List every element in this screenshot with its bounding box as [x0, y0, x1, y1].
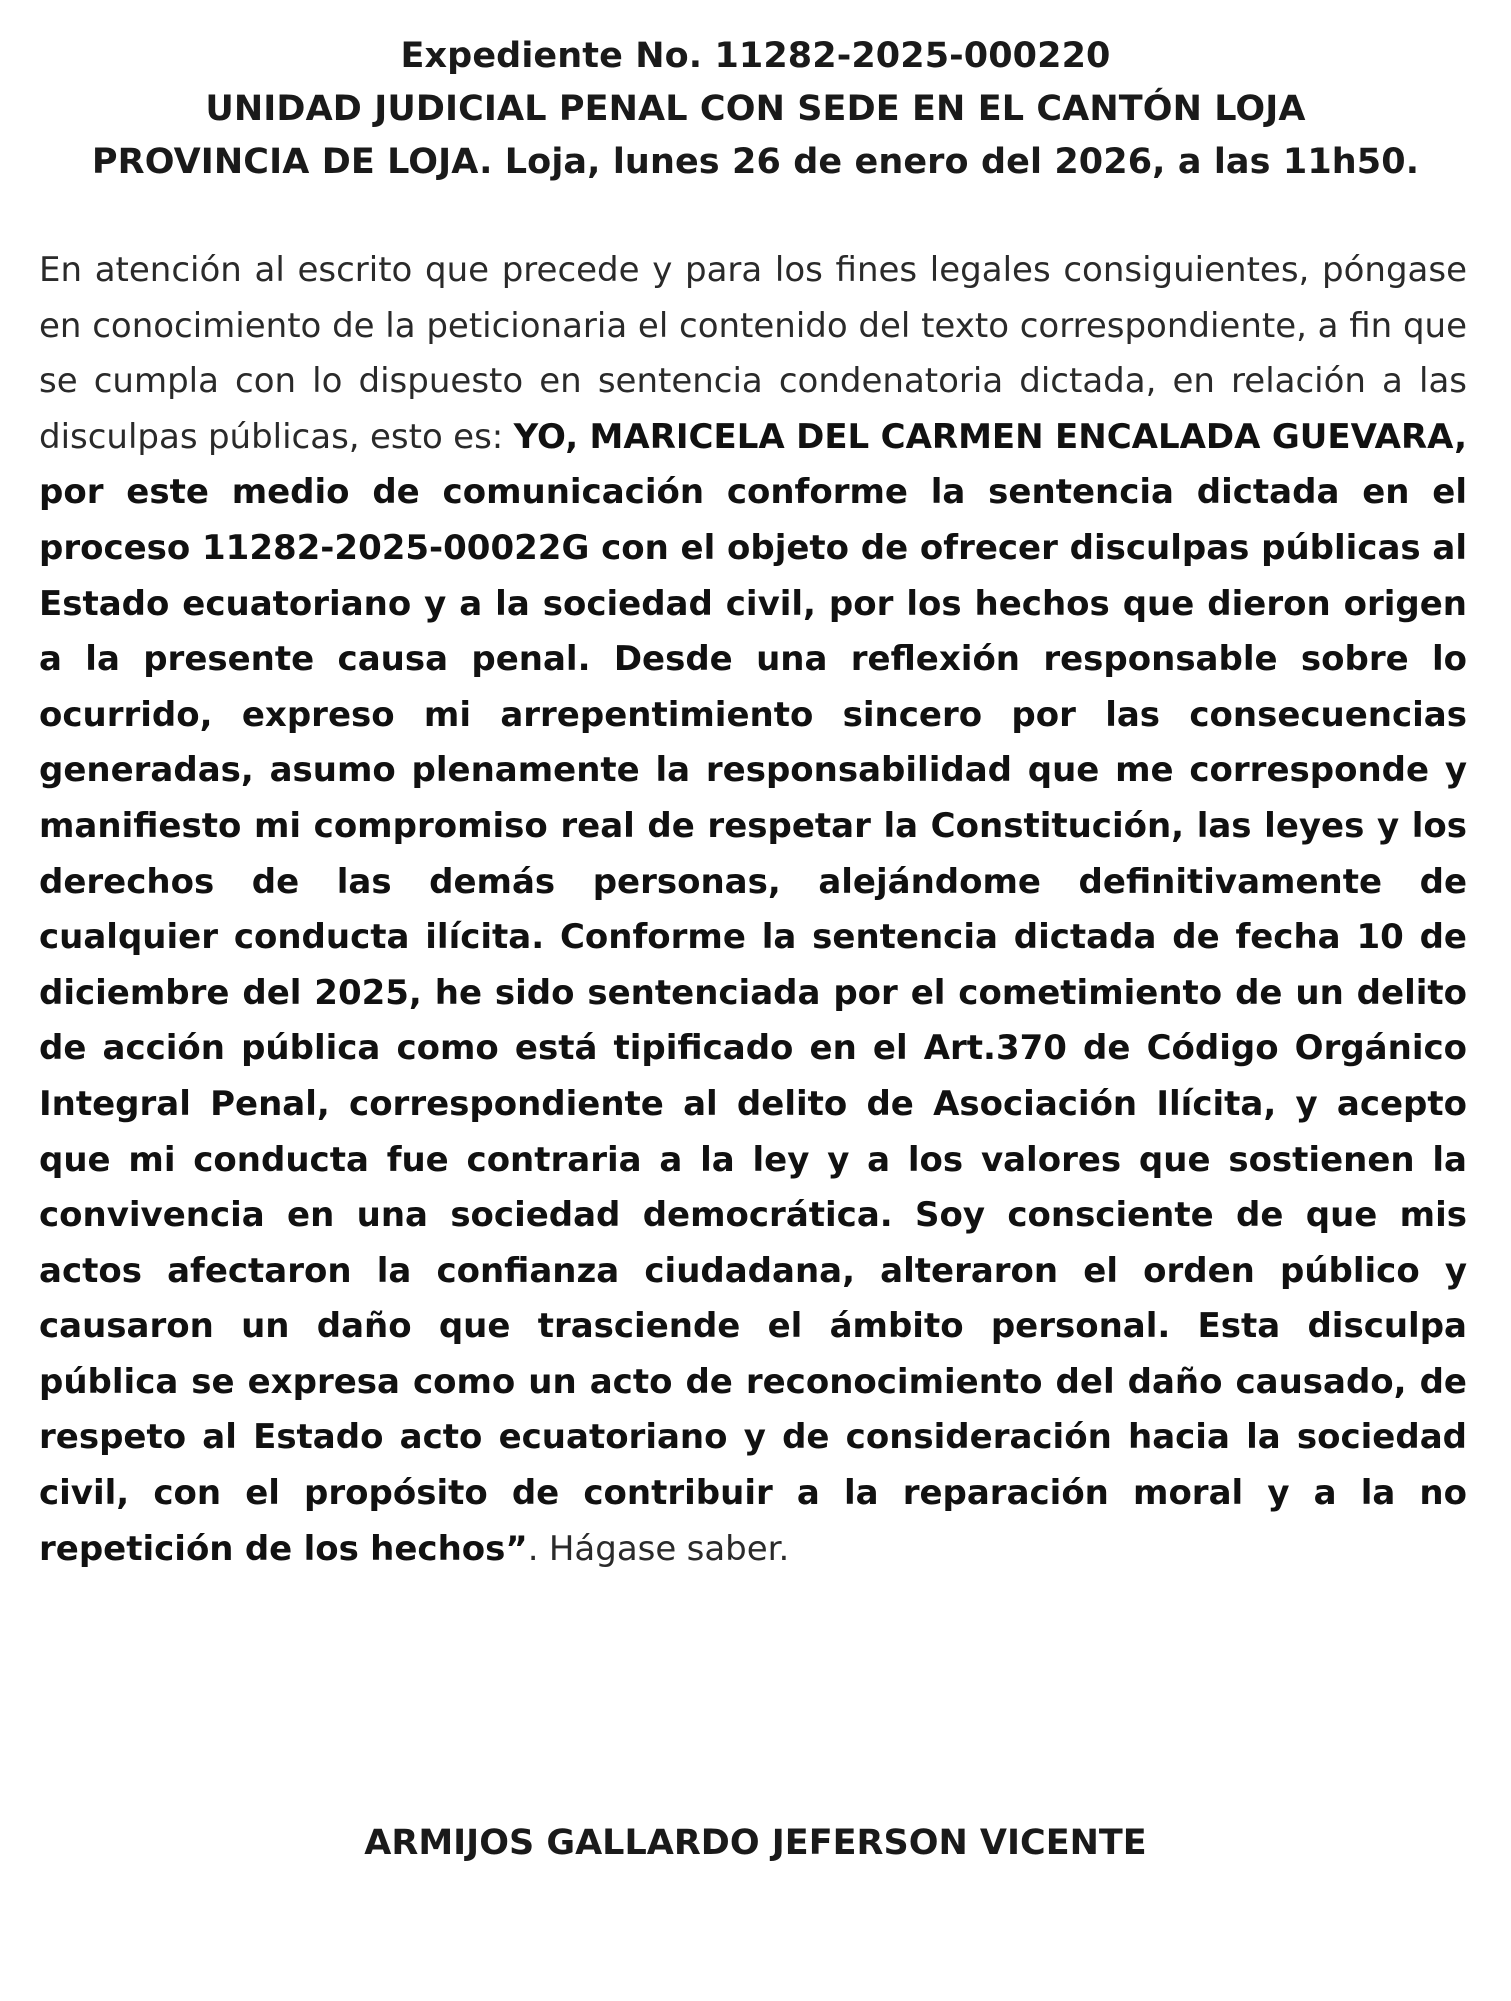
signature-name: ARMIJOS GALLARDO JEFERSON VICENTE	[364, 1823, 1147, 1863]
notice-header	[30, 30, 1481, 189]
case-number: Expediente No. 11282-2025-000220	[400, 36, 1111, 76]
province-date-line: PROVINCIA DE LOJA. Loja, lunes 26 de enero del 2026, a las 11h50.	[91, 142, 1420, 182]
closing-text: . Hágase saber.	[527, 1528, 790, 1569]
public-apology-text: YO, MARICELA DEL CARMEN ENCALADA GUEVARA, por este medio de comunicación conforme la sentencia dictada en el proceso 11282-2025-00022G con el objeto de ofrecer disculpas públicas al Estado ecuatoriano y a la sociedad civil, por los hechos que dieron origen a la presente causa penal. Desde una reflexión responsable sobre lo ocurrido, expreso mi arrepentimiento sincero por las consecuencias generadas, asumo plenamente la responsabilidad que me corresponde y manifiesto mi compromiso real de respetar la Constitución, las leyes y los derechos de las demás personas, alejándome definitivamente de cualquier conducta ilícita. Conforme la sentencia dictada de fecha 10 de diciembre del 2025, he sido sentenciada por el cometimiento de un delito de acción pública como está tipificado en el Art.370 de Código Orgánico Integral Penal, correspondiente al delito de Asociación Ilícita, y acepto que mi conducta fue contraria a la ley y a los valores que sostienen la convivencia en una sociedad democrática. Soy consciente de que mis actos afectaron la confianza ciudadana, alteraron el orden público y causaron un daño que trasciende el ámbito personal. Esta disculpa pública se expresa como un acto de reconocimiento del daño causado, de respeto al Estado acto ecuatoriano y de consideración hacia la sociedad civil, con el propósito de contribuir a la reparación moral y a la no repetición de los hechos”	[39, 416, 1467, 1569]
notice-body	[39, 243, 1467, 1577]
court-unit: UNIDAD JUDICIAL PENAL CON SEDE EN EL CANTÓN LOJA	[205, 89, 1306, 129]
intro-paragraph: En atención al escrito que precede y para los fines legales consiguientes, póngase en conocimiento de la peticionaria el contenido del texto correspondiente, a fin que se cumpla con lo dispuesto en sentencia condenatoria dictada, en relación a las disculpas públicas, esto es:	[39, 250, 1467, 457]
